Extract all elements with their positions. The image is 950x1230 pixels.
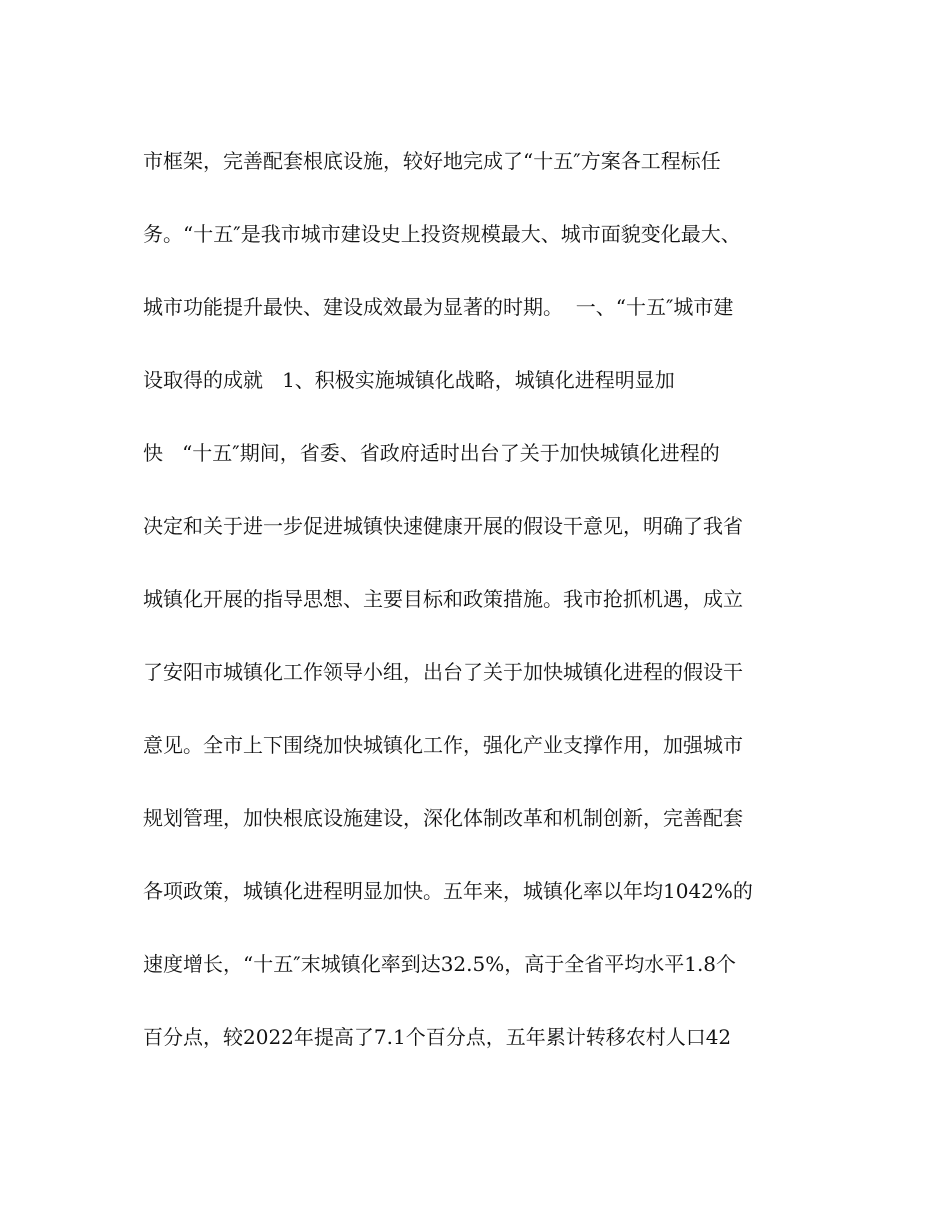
text-line: 设取得的成就 1、积极实施城镇化战略，城镇化进程明显加: [143, 368, 675, 392]
text-line: 决定和关于进一步促进城镇快速健康开展的假设干意见，明确了我省: [143, 514, 743, 538]
text-line: 城市功能提升最快、建设成效最为显著的时期。 一、“十五″城市建: [143, 295, 734, 319]
text-line: 速度增长，“十五″末城镇化率到达32.5%，高于全省平均水平1.8个: [143, 952, 737, 976]
text-line: 了安阳市城镇化工作领导小组，出台了关于加快城镇化进程的假设干: [143, 660, 743, 684]
body-text: [143, 137, 823, 1086]
text-line: 规划管理，加快根底设施建设，深化体制改革和机制创新，完善配套: [143, 806, 743, 830]
text-line: 各项政策，城镇化进程明显加快。五年来，城镇化率以年均1042%的: [143, 879, 753, 903]
text-line: 市框架，完善配套根底设施，较好地完成了“十五″方案各工程标任: [143, 149, 721, 173]
text-line: 快 “十五″期间，省委、省政府适时出台了关于加快城镇化进程的: [143, 441, 720, 465]
text-line: 意见。全市上下围绕加快城镇化工作，强化产业支撑作用，加强城市: [143, 733, 743, 757]
text-line: 城镇化开展的指导思想、主要目标和政策措施。我市抢抓机遇，成立: [143, 587, 743, 611]
text-line: 百分点，较2022年提高了7.1个百分点，五年累计转移农村人口42: [143, 1025, 732, 1049]
text-line: 务。“十五″是我市城市建设史上投资规模最大、城市面貌变化最大、: [143, 222, 741, 246]
